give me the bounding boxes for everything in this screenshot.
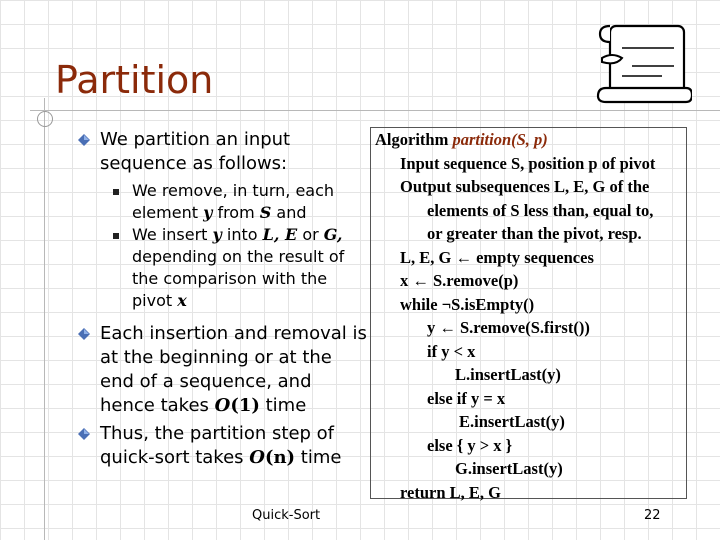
algo-line: E.insertLast(y): [459, 412, 565, 431]
text: time: [295, 447, 342, 468]
algo-line: Output subsequences L, E, G of the: [400, 177, 650, 196]
algo-line: y ← S.remove(S.first()): [427, 318, 590, 337]
bullet-partition-intro: [78, 128, 368, 176]
algo-line: Input sequence S, position p of pivot: [400, 153, 656, 173]
scroll-icon: [592, 18, 692, 110]
text: into: [221, 225, 263, 244]
algo-header: [371, 128, 686, 152]
page-number: 22: [644, 508, 661, 523]
title-divider: [30, 110, 720, 111]
algo-line: L.insertLast(y): [455, 365, 561, 384]
diamond-bullet-icon: [78, 328, 90, 340]
algo-keyword: Algorithm: [375, 130, 453, 149]
big-o-arg: (1): [230, 395, 260, 416]
bullet-list: [78, 128, 368, 474]
big-o: O: [214, 395, 231, 416]
text: from: [212, 203, 260, 222]
var-y: y: [203, 203, 213, 222]
text: We insert: [132, 225, 213, 244]
sub-bullet-remove: [78, 180, 368, 224]
left-margin-rule: [44, 98, 45, 540]
corner-ring-decoration: [37, 111, 53, 127]
algo-line: return L, E, G: [400, 482, 501, 502]
slide-title: Partition: [55, 58, 214, 102]
algo-line: else { y > x }: [427, 435, 513, 455]
algo-line: while ¬S.isEmpty(): [400, 294, 535, 314]
algorithm-box: [370, 127, 687, 502]
var-y: y: [212, 225, 222, 244]
bullet-insertion-cost: [78, 322, 368, 418]
var-LE: L, E: [262, 225, 298, 244]
var-S: S: [259, 203, 272, 222]
text: and: [271, 203, 307, 222]
algo-line: if y < x: [427, 341, 476, 361]
text: or: [297, 225, 324, 244]
diamond-bullet-icon: [78, 134, 90, 146]
algo-line: elements of S less than, equal to,: [427, 200, 654, 220]
square-bullet-icon: [113, 189, 119, 195]
footer-title: Quick-Sort: [252, 508, 321, 523]
text: time: [259, 395, 307, 416]
var-G: G,: [323, 225, 343, 244]
algo-line: G.insertLast(y): [455, 459, 563, 478]
var-x: x: [177, 291, 187, 310]
text: We remove, in turn, each element: [132, 181, 335, 222]
bullet-partition-cost: [78, 422, 368, 470]
big-o: O: [249, 447, 265, 468]
algo-line: L, E, G ← empty sequences: [400, 247, 594, 267]
text: Each insertion and removal is at the beginning or at the end of a sequence, and hence takes: [100, 323, 367, 416]
algo-line: or greater than the pivot, resp.: [427, 224, 642, 243]
sub-bullet-insert: [78, 224, 368, 312]
square-bullet-icon: [113, 233, 119, 239]
algo-line: else if y = x: [427, 388, 506, 408]
algo-function-name: partition(S, p): [452, 130, 548, 149]
bullet-text: We partition an input sequence as follows:: [100, 129, 291, 174]
algo-line: x ← S.remove(p): [400, 271, 519, 290]
text: Thus, the partition step of quick-sort takes: [100, 423, 335, 468]
diamond-bullet-icon: [78, 428, 90, 440]
text: depending on the result of the comparison with the pivot: [132, 247, 345, 310]
big-o-arg: (n): [264, 447, 296, 468]
